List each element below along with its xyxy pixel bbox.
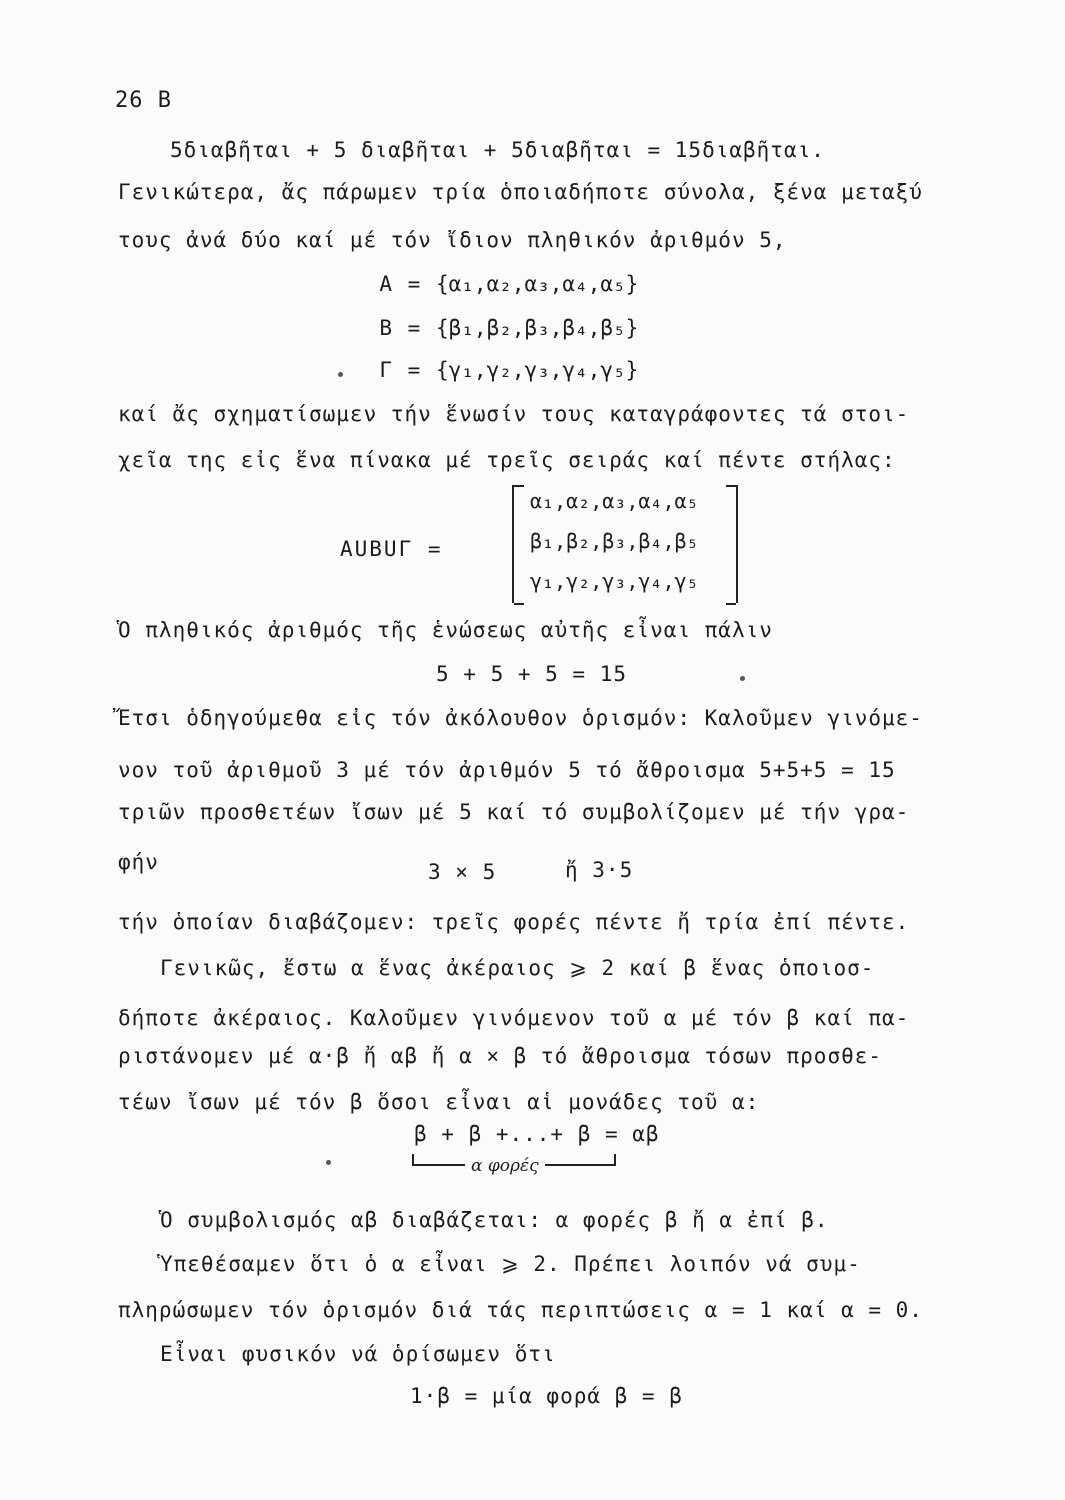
text-line: φήν [118,850,159,874]
text-line: ριστάνομεν μέ α·β ἤ αβ ἤ α × β τό ἄθροισμα τόσων προσθε- [118,1044,883,1068]
text-line: 5διαβῆται + 5 διαβῆται + 5διαβῆται = 15διαβῆται. [170,138,825,162]
text-line: τέων ἴσων μέ τόν β ὅσοι εἶναι αἱ μονάδες τοῦ α: [118,1090,760,1114]
text-line: Ὁ πληθικός ἀριθμός τῆς ἑνώσεως αὐτῆς εἶναι πάλιν [118,618,773,642]
ink-speck [326,1160,331,1165]
formula-product: 3 × 5 [428,860,497,884]
matrix-row: β₁,β₂,β₃,β₄,β₅ [530,529,699,553]
matrix-row: γ₁,γ₂,γ₃,γ₄,γ₅ [530,569,699,593]
set-definition [352,272,638,296]
text-line: δήποτε ἀκέραιος. Καλοῦμεν γινόμενον τοῦ α μέ τόν β καί πα- [118,1006,910,1030]
equals-sign: = [407,272,421,296]
set-elements: {α₁,α₂,α₃,α₄,α₅} [436,272,639,296]
text-line: τους ἀνά δύο καί μέ τόν ἴδιον πληθικόν ἀριθμόν 5, [118,228,787,252]
formula-product-dot: ἤ 3·5 [565,858,634,882]
text-line: Γενικώτερα, ἄς πάρωμεν τρία ὁποιαδήποτε σύνολα, ξένα μεταξύ [118,180,923,204]
text-line: πληρώσωμεν τόν ὁρισμόν διά τάς περιπτώσεις α = 1 καί α = 0. [118,1298,923,1322]
set-definition [352,358,638,382]
text-line: καί ἄς σχηματίσωμεν τήν ἕνωσίν τους καταγράφοντες τά στοι- [118,402,910,426]
matrix-label: AUBUΓ = [340,537,443,561]
text-line: τήν ὁποίαν διαβάζομεν: τρεῖς φορές πέντε ἤ τρία ἐπί πέντε. [118,910,910,934]
text-line: νον τοῦ ἀριθμοῦ 3 μέ τόν ἀριθμόν 5 τό ἄθροισμα 5+5+5 = 15 [118,758,896,782]
text-line: τριῶν προσθετέων ἴσων μέ 5 καί τό συμβολίζομεν μέ τήν γρα- [118,800,910,824]
formula-sum: β + β +...+ β = αβ [414,1122,660,1146]
ink-speck [338,372,343,377]
equals-sign: = [407,316,421,340]
underbrace-label: α φορές [465,1156,545,1176]
formula-line: 5 + 5 + 5 = 15 [436,662,628,686]
text-line: Ἔτσι ὁδηγούμεθα εἰς τόν ἀκόλουθον ὁρισμόν: Καλοῦμεν γινόμε- [118,706,923,730]
matrix-brackets [512,485,738,603]
text-line: Ὑπεθέσαμεν ὅτι ὁ α εἶναι ⩾ 2. Πρέπει λοιπόν νά συμ- [160,1252,861,1276]
text-line: Ὁ συμβολισμός αβ διαβάζεται: α φορές β ἤ α ἐπί β. [160,1208,829,1232]
matrix-row: α₁,α₂,α₃,α₄,α₅ [530,489,699,513]
text-line: χεῖα της εἰς ἕνα πίνακα μέ τρεῖς σειράς καί πέντε στήλας: [118,448,896,472]
page-number: 26 B [115,88,172,113]
set-definition [352,316,638,340]
text-line: Γενικῶς, ἔστω α ἕνας ἀκέραιος ⩾ 2 καί β ἕνας ὁποιοσ- [160,956,875,980]
ink-speck [740,676,745,681]
set-elements: {β₁,β₂,β₃,β₄,β₅} [436,316,639,340]
formula-line: 1·β = μία φορά β = β [410,1384,683,1408]
set-elements: {γ₁,γ₂,γ₃,γ₄,γ₅} [436,358,639,382]
set-name: A [379,272,392,296]
equals-sign: = [407,358,421,382]
text-line: Εἶναι φυσικόν νά ὁρίσωμεν ὅτι [160,1342,556,1366]
set-name: Γ [379,358,392,382]
set-name: B [379,316,392,340]
